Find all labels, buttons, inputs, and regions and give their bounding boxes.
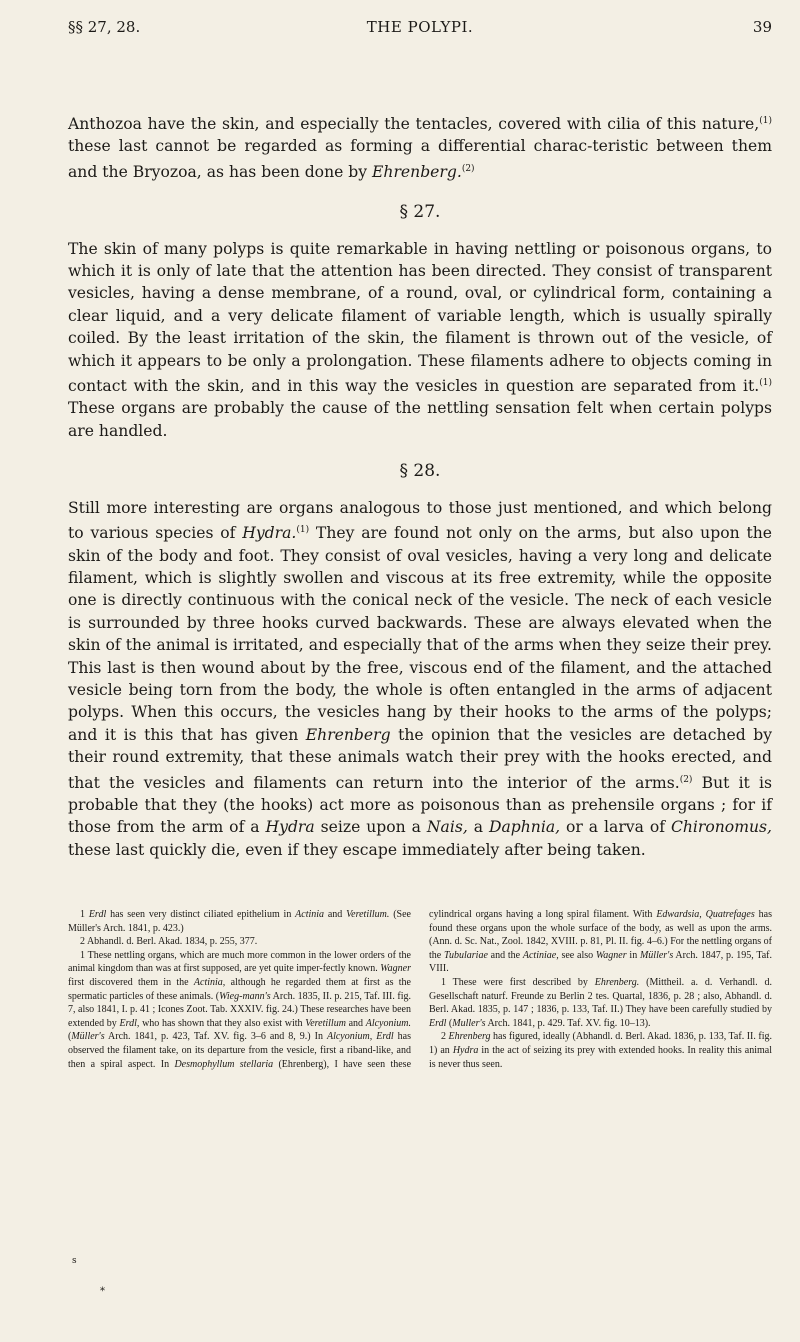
footnote: 2 Ehrenberg has figured, ideally (Abhandl. d. Berl. Akad. 1836, p. 133, Taf. II. fig. 1) an Hydra in the act of seizing its prey with extended hooks. In reality this animal is never thus seen. [429,1031,773,1070]
footnote: 1 These were first described by Ehrenberg. (Mittheil. a. d. Verhandl. d. Gesellschaft naturf. Freunde zu Berlin 2 tes. Quartal, 1836, p. 28 ; also, Abhandl. d. Berl. Akad. 1835, p. 147 ; 1836, p. 133, Taf. II.) They have been carefully studied by Erdl (Muller's Arch. 1841, p. 429. Taf. XV. fig. 10–13). [429,976,772,1029]
main-text [68,110,772,861]
footnote: 1 These nettling organs, which are much more common in the lower orders of the animal kingdom than was at first supposed, are yet quite imper-fectly known. Wagner first discovered them in the Actinia, although he regarded them at first as the spermatic particles of these animals. (Wieg-mann's Arch. 1835, II. p. 215, Taf. III. fig. 7, also 1841, I. p. 41 ; Icones Zoot. Tab. XXXIV. fig. 24.) These researches have been extended by Erdl, who has shown that they also exist with Veretillum and Alcyonium. (Müller's Arch. 1841, p. 423, Taf. XV. fig. 3–6 and 8, 9.) In Alcyonium, Erdl has observed the filament take, on its departure from the vesicle, first a riband-like, and then a spiral aspect. In Desmophyllum stellaria (Ehrenberg), I have seen these cylindrical organs having a long spiral filament. With Edwardsia, Quatrefages has found these organs upon the whole surface of the body, as well as upon the arms. (Ann. d. Sc. Nat., Zool. 1842, XVIII. p. 81, Pl. II. fig. 4–6.) For the nettling organs of the Tubulariae and the Actiniae, see also Wagner in Müller's Arch. 1847, p. 195, Taf. VIII. [68,909,773,1070]
header-section-ref: §§ 27, 28. [68,18,141,36]
printer-mark: * [100,1286,105,1297]
section-27-paragraph: The skin of many polyps is quite remarkable in having nettling or poisonous organs, to which it is only of late that the attention has been directed. They consist of transparent vesicles, having a dense membrane, of a round, oval, or cylindrical form, containing a clear liquid, and a very delicate filament of variable length, which is usually spirally coiled. By the least irritation of the skin, the filament is thrown out of the vesicle, of which it appears to be only a prolongation. These filaments adhere to objects coming in contact with the skin, and in this way the vesicles in question are separated from it.$^{(1)}$ These organs are probably the cause of the nettling sensation felt when certain polyps are handled. [68,239,772,440]
signature-mark: s [72,1256,77,1266]
section-27-heading: § 27. [399,202,441,223]
header-title: THE POLYPI. [366,18,474,36]
running-header [68,18,772,42]
footnotes [68,908,772,1071]
section-28-heading: § 28. [399,461,441,482]
footnote: 2 Abhandl. d. Berl. Akad. 1834, p. 255, 377. [80,936,258,948]
intro-paragraph: Anthozoa have the skin, and especially the tentacles, covered with cilia of this nature,$^{(1)}$ these last cannot be regarded as forming a differential charac-teristic between them and the Bryozoa, as has been done by Ehrenberg.$^{(2)}$ [68,115,772,181]
page-number: 39 [752,18,772,36]
section-28-paragraph: Still more interesting are organs analogous to those just mentioned, and which belong to various species of Hydra.$^{(1)}$ They are found not only on the arms, but also upon the skin of the body and foot. They consist of oval vesicles, having a very long and delicate filament, which is slightly swollen and viscous at its free extremity, while the opposite one is directly continuous with the conical neck of the vesicle. The neck of each vesicle is surrounded by three hooks curved backwards. These are always elevated when the skin of the animal is irritated, and especially that of the arms when they seize their prey. This last is then wound about by the free, viscous end of the filament, and the attached vesicle being torn from the body, the whole is often entangled in the arms of adjacent polyps. When this occurs, the vesicles hang by their hooks to the arms of the polyps; and it is this that has given Ehrenberg the opinion that the vesicles are detached by their round extremity, that these animals watch their prey with the hooks erected, and that the vesicles and filaments can return into the interior of the arms.$^{(2)}$ But it is probable that they (the hooks) act more as poisonous than as prehensile organs ; for if those from the arm of a Hydra seize upon a Nais, a Daphnia, or a larva of Chironomus, these last quickly die, even if they escape immediately after being taken. [68,498,773,859]
footnote: 1 Erdl has seen very distinct ciliated epithelium in Actinia and Veretillum. (See Müller's Arch. 1841, p. 423.) [68,909,411,934]
